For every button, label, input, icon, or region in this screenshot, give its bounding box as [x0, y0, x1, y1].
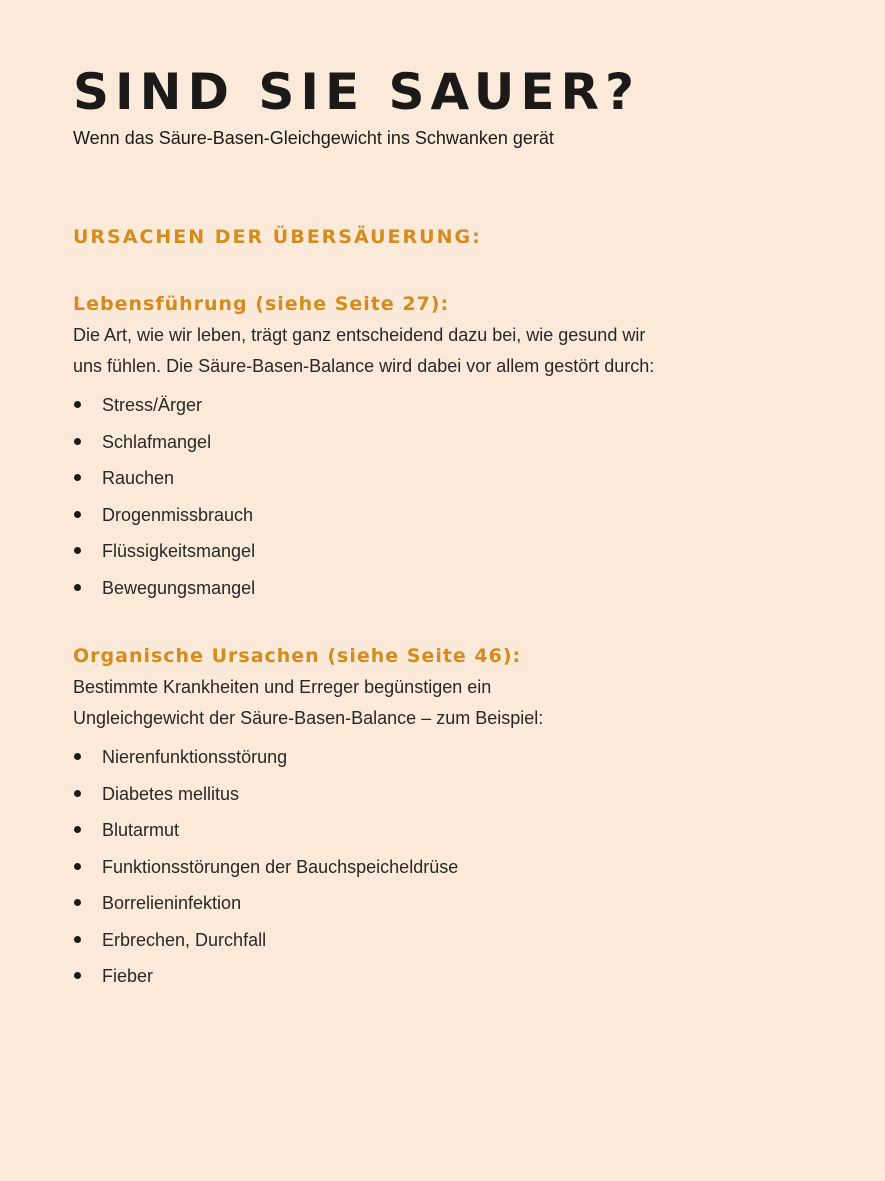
intro-line: Ungleichgewicht der Säure-Basen-Balance – zum Beispiel: — [73, 708, 544, 728]
list-item — [73, 497, 793, 534]
section-heading-organic: Organische Ursachen (siehe Seite 46): — [73, 645, 522, 667]
bullet-icon — [74, 584, 81, 591]
list-item — [73, 885, 793, 922]
bullet-icon — [74, 899, 81, 906]
list-item-text: Borrelieninfektion — [102, 893, 242, 913]
list-item-text: Drogenmissbrauch — [102, 504, 254, 525]
list-item — [73, 922, 793, 959]
bullet-icon — [74, 474, 81, 481]
list-item — [73, 958, 793, 995]
section-intro — [73, 320, 793, 382]
list-item-text: Funktionsstörungen der Bauchspeicheldrüse — [102, 856, 459, 877]
bullet-icon — [74, 547, 81, 554]
list-item — [73, 533, 793, 570]
bullet-icon — [74, 863, 81, 870]
intro-line: uns fühlen. Die Säure-Basen-Balance wird dabei vor allem gestört durch: — [73, 356, 655, 376]
bullet-icon — [74, 790, 81, 797]
list-item-text: Bewegungsmangel — [102, 577, 256, 598]
list-item-text: Stress/Ärger — [102, 395, 203, 415]
list-item — [73, 460, 793, 497]
section-lifestyle — [73, 290, 793, 606]
intro-line: Bestimmte Krankheiten und Erreger begünstigen ein — [73, 677, 492, 697]
list-item — [73, 849, 793, 886]
list-item-text: Rauchen — [102, 468, 175, 488]
list-item-text: Fieber — [102, 966, 154, 986]
list-item-text: Nierenfunktionsstörung — [102, 747, 288, 767]
section-heading-lifestyle: Lebensführung (siehe Seite 27): — [73, 293, 450, 315]
list-item — [73, 424, 793, 461]
section-intro — [73, 672, 793, 734]
bullet-icon — [74, 753, 81, 760]
intro-line: Die Art, wie wir leben, trägt ganz entscheidend dazu bei, wie gesund wir — [73, 325, 646, 345]
list-item-text: Blutarmut — [102, 820, 180, 840]
list-item — [73, 387, 793, 424]
list-item-text: Schlafmangel — [102, 431, 212, 452]
bullet-icon — [74, 826, 81, 833]
list-item — [73, 776, 793, 813]
list-item-text: Diabetes mellitus — [102, 783, 240, 804]
page-subtitle: Wenn das Säure-Basen-Gleichgewicht ins Schwanken gerät — [73, 128, 554, 148]
section-organic — [73, 642, 793, 995]
page-title: SIND SIE SAUER? — [73, 63, 640, 121]
bullet-icon — [74, 511, 81, 518]
bullet-icon — [74, 972, 81, 979]
list-item — [73, 739, 793, 776]
list-item — [73, 570, 793, 607]
bullet-icon — [74, 401, 81, 408]
list-item-text: Erbrechen, Durchfall — [102, 929, 267, 950]
bullet-list — [73, 739, 793, 995]
section-heading: URSACHEN DER ÜBERSÄUERUNG: — [73, 226, 482, 248]
bullet-list — [73, 387, 793, 606]
bullet-icon — [74, 936, 81, 943]
list-item-text: Flüssigkeitsmangel — [102, 541, 256, 561]
list-item — [73, 812, 793, 849]
bullet-icon — [74, 438, 81, 445]
